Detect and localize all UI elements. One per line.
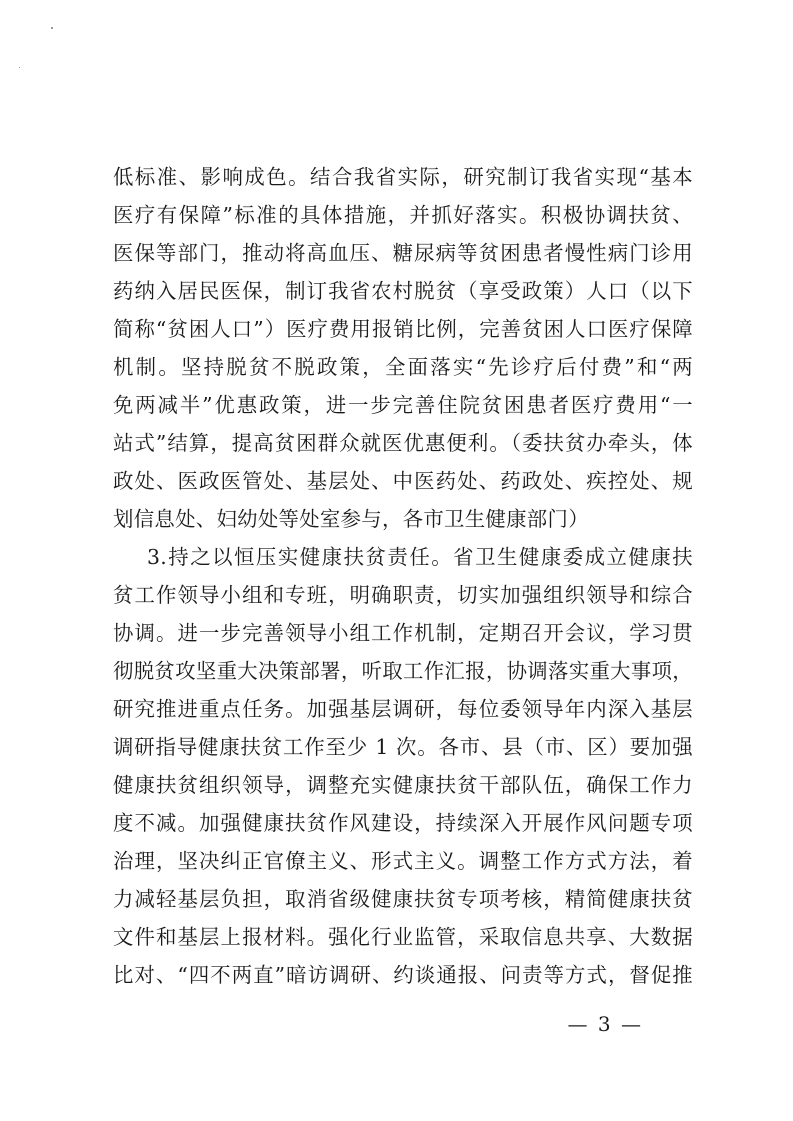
text-line: 免两减半”优惠政策，进一步完善住院贫困患者医疗费用“一 [113,393,693,417]
body-text [113,158,693,994]
text-line: 彻脱贫攻坚重大决策部署，听取工作汇报，协调落实重大事项， [113,659,693,683]
text-line: 医保等部门，推动将高血压、糖尿病等贫困患者慢性病门诊用 [113,241,693,265]
text-line: 比对、“四不两直”暗访调研、约谈通报、问责等方式，督促推 [113,963,693,987]
text-line: 站式”结算，提高贫困群众就医优惠便利。（委扶贫办牵头，体 [113,431,693,455]
text-line: 药纳入居民医保，制订我省农村脱贫（享受政策）人口（以下 [113,279,693,303]
text-line: 研究推进重点任务。加强基层调研，每位委领导年内深入基层 [113,697,693,721]
text-line: 健康扶贫组织领导，调整充实健康扶贫干部队伍，确保工作力 [113,773,693,797]
text-line: 协调。进一步完善领导小组工作机制，定期召开会议，学习贯 [113,621,693,645]
text-line: 机制。坚持脱贫不脱政策，全面落实“先诊疗后付费”和“两 [113,355,693,379]
section-heading-line: 3.持之以恒压实健康扶贫责任。省卫生健康委成立健康扶 [147,545,693,569]
text-line: 简称“贫困人口”）医疗费用报销比例，完善贫困人口医疗保障 [113,317,693,341]
text-line: 力减轻基层负担，取消省级健康扶贫专项考核，精简健康扶贫 [113,887,693,911]
text-line: 医疗有保障”标准的具体措施，并抓好落实。积极协调扶贫、 [113,203,693,227]
text-line: 低标准、影响成色。结合我省实际，研究制订我省实现“基本 [113,165,693,189]
text-line: 政处、医政医管处、基层处、中医药处、药政处、疾控处、规 [113,469,693,493]
text-line: 调研指导健康扶贫工作至少 1 次。各市、县（市、区）要加强 [113,735,693,759]
scan-speck [51,27,53,29]
page-number: — 3 — [567,1012,643,1036]
text-line: 贫工作领导小组和专班，明确职责，切实加强组织领导和综合 [113,583,693,607]
text-line: 度不减。加强健康扶贫作风建设，持续深入开展作风问题专项 [113,811,693,835]
text-line: 文件和基层上报材料。强化行业监管，采取信息共享、大数据 [113,925,693,949]
text-line: 划信息处、妇幼处等处室参与，各市卫生健康部门） [113,507,589,531]
scan-speck [19,67,20,68]
text-line: 治理，坚决纠正官僚主义、形式主义。调整工作方式方法，着 [113,849,693,873]
